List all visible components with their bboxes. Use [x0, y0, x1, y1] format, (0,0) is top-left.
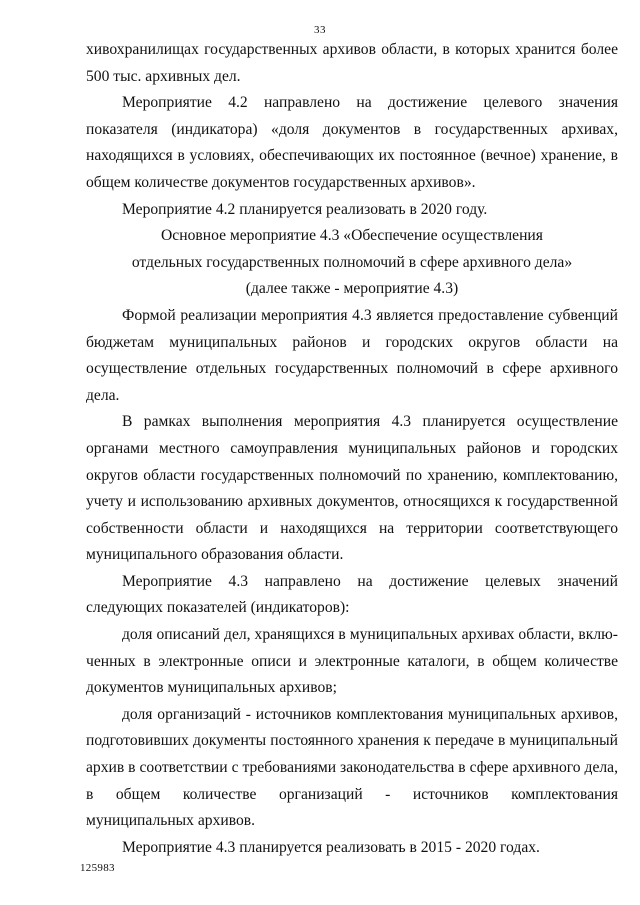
- section-heading: [86, 223, 618, 303]
- paragraph-schedule-4-3: Мероприятие 4.3 планируется реализовать в 2015 - 2020 годах.: [122, 838, 540, 856]
- heading-line-2: отдельных государственных полномочий в сфере архивного дела»: [131, 253, 573, 271]
- paragraph-indicator-organizations: доля организаций - источников комплектования муниципальных архивов, подготовивших документы постоянного хранения к передаче в муниципальный архив в соответствии с требованиями законодательства в сфере архивного дела, в общем количестве организаций - источников комплектования муниципальных архивов.: [86, 705, 618, 830]
- document-code: 125983: [80, 862, 115, 874]
- paragraph-target-indicators: Мероприятие 4.3 направлено на достижение целевых значений следующих показателей (индикаторов):: [86, 572, 618, 617]
- page-number: 33: [314, 24, 326, 36]
- paragraph-form-of-implementation: Формой реализации мероприятия 4.3 является предоставление субвенций бюджетам муниципальных районов и городских округов области на осуществление отдельных государственных полномочий в сфере архивного дела.: [86, 306, 618, 404]
- heading-line-3: (далее также - мероприятие 4.3): [245, 280, 459, 298]
- paragraph-implementation-scope: В рамках выполнения мероприятия 4.3 планируется осуществление органами местного самоуправления муниципальных районов и городских округов области государственных полномочий по хранению, комплектованию, учету и использованию архивных документов, относящихся к государственной собственности области и находящихся на территории соответствующего муниципального образования области.: [86, 413, 618, 564]
- document-body: [86, 37, 618, 861]
- paragraph-continuation: хивохранилищах государственных архивов области, в которых хранится более 500 тыс. архивных дел.: [86, 41, 618, 85]
- paragraph-indicator-descriptions: доля описаний дел, хранящихся в муниципальных архивах области, включенных в электронные описи и электронные каталоги, в общем количестве документов муниципальных архивов;: [86, 626, 618, 697]
- paragraph-schedule-4-2: Мероприятие 4.2 планируется реализовать в 2020 году.: [122, 200, 488, 218]
- paragraph-indicator-4-2: Мероприятие 4.2 направлено на достижение целевого значения показателя (индикатора) «доля документов в государственных архивах, находящихся в условиях, обеспечивающих их постоянное (вечное) хранение, в общем количестве документов государственных архивов».: [86, 94, 618, 191]
- heading-line-1: Основное мероприятие 4.3 «Обеспечение осуществления: [161, 227, 543, 245]
